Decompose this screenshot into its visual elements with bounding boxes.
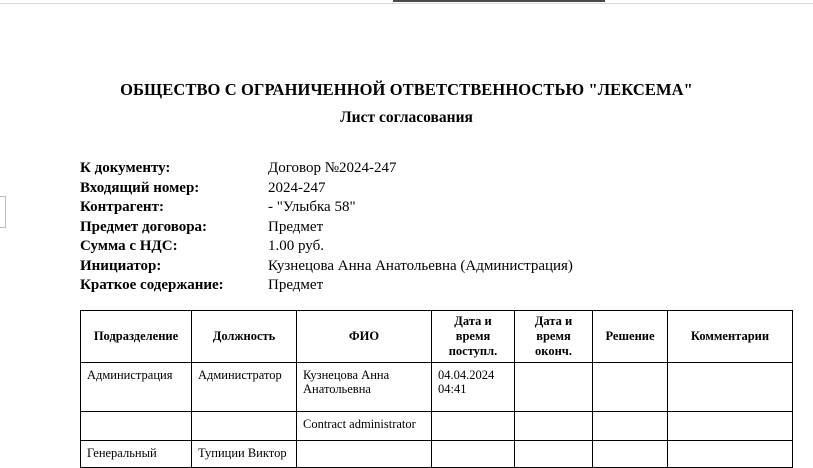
cell-comment: [668, 440, 793, 467]
cell-department: Генеральный: [81, 440, 192, 467]
cell-department: Администрация: [81, 362, 192, 411]
cell-comment: [668, 411, 793, 440]
document-metadata: [80, 159, 813, 296]
table-header-row: [81, 310, 793, 362]
meta-row: [80, 276, 813, 296]
meta-label: Предмет договора:: [80, 218, 208, 235]
cell-date-in: [432, 440, 515, 467]
cell-fio: [297, 440, 432, 467]
column-header-comments: Комментарии: [668, 310, 793, 362]
meta-value: Договор №2024-247: [268, 160, 397, 176]
meta-row: [80, 257, 813, 277]
cell-position: Тупиции Виктор: [192, 440, 297, 467]
cell-fio: Contract administrator: [297, 411, 432, 440]
meta-row: [80, 237, 813, 257]
column-header-decision: Решение: [593, 310, 668, 362]
cell-decision: [593, 440, 668, 467]
cell-date-out: [515, 411, 593, 440]
document-header: [0, 80, 813, 127]
meta-label: Инициатор:: [80, 257, 162, 274]
meta-row: [80, 159, 813, 179]
meta-value: 1.00 руб.: [268, 238, 324, 254]
meta-label: Контрагент:: [80, 199, 164, 215]
meta-label: Входящий номер:: [80, 179, 200, 196]
document-title: Лист согласования: [340, 109, 473, 126]
cell-date-out: [515, 440, 593, 467]
meta-label: К документу:: [80, 160, 171, 176]
cell-department: [81, 411, 192, 440]
meta-value: Предмет: [268, 277, 324, 293]
meta-value: Кузнецова Анна Анатольевна (Администрация): [268, 257, 573, 274]
cell-decision: [593, 411, 668, 440]
meta-row: [80, 198, 813, 218]
table-row: [81, 440, 793, 467]
column-header-date-in: Дата и время поступл.: [432, 310, 515, 362]
cell-decision: [593, 362, 668, 411]
cell-date-in: [432, 411, 515, 440]
organization-name: ОБЩЕСТВО С ОГРАНИЧЕННОЙ ОТВЕТСТВЕННОСТЬЮ "ЛЕКСЕМА": [120, 80, 693, 99]
cell-comment: [668, 362, 793, 411]
cell-position: [192, 411, 297, 440]
meta-row: [80, 218, 813, 238]
cell-fio: Кузнецова Анна Анатольевна: [297, 362, 432, 411]
meta-value: - "Улыбка 58": [268, 199, 356, 215]
table-row: [81, 411, 793, 440]
column-header-date-out: Дата и время оконч.: [515, 310, 593, 362]
cell-position: Администратор: [192, 362, 297, 411]
table-row: [81, 362, 793, 411]
column-header-position: Должность: [192, 310, 297, 362]
column-header-department: Подразделение: [81, 310, 192, 362]
meta-value: 2024-247: [268, 179, 326, 196]
approval-table: [80, 310, 793, 468]
meta-value: Предмет: [268, 218, 324, 235]
meta-label: Краткое содержание:: [80, 277, 224, 293]
meta-label: Сумма с НДС:: [80, 238, 178, 254]
column-header-fio: ФИО: [297, 310, 432, 362]
meta-row: [80, 179, 813, 199]
cell-date-out: [515, 362, 593, 411]
cell-date-in: 04.04.2024 04:41: [432, 362, 515, 411]
